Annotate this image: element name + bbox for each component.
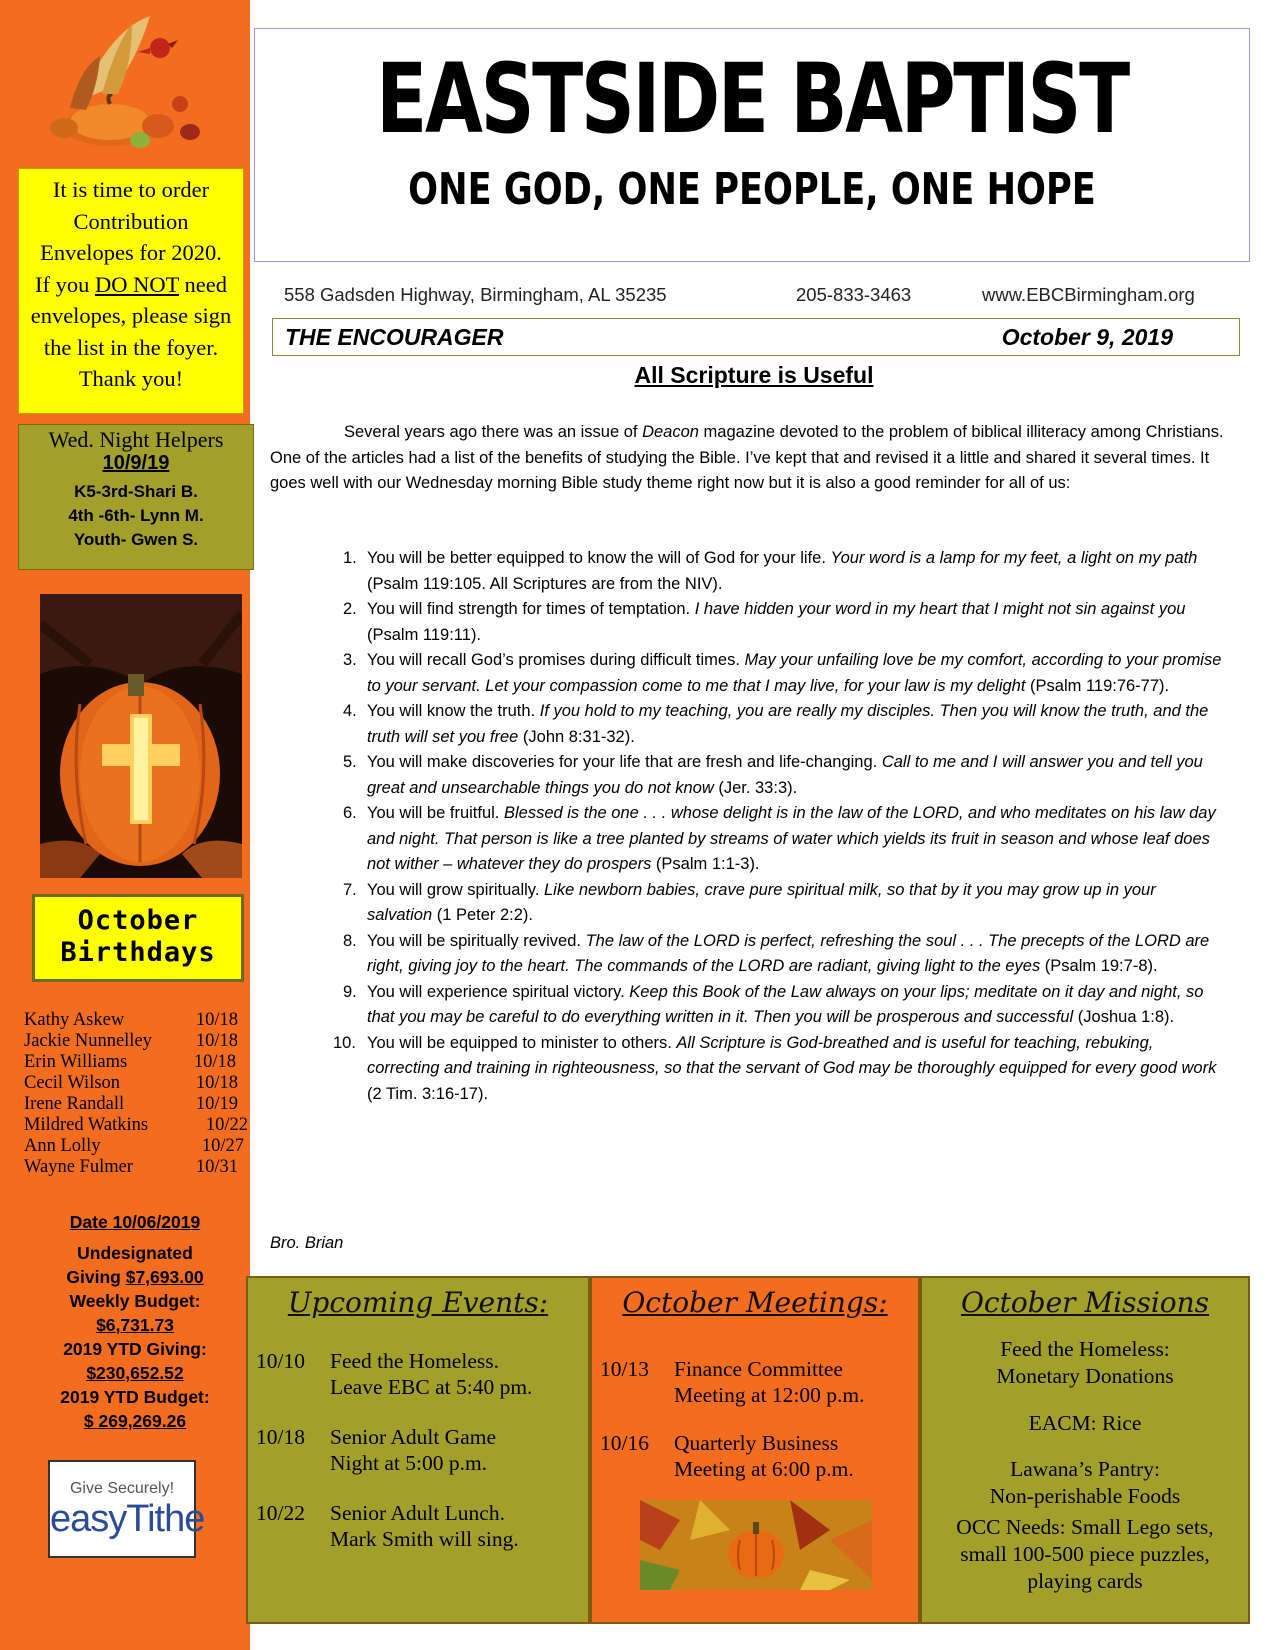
list-item (333, 1031, 1223, 1108)
phone: 205-833-3463 (796, 284, 912, 305)
masthead (254, 28, 1250, 262)
list-item (343, 801, 1223, 878)
event-date: 10/22 (256, 1501, 305, 1525)
birthday-date: 10/27 (201, 1136, 244, 1156)
meeting-date: 10/13 (600, 1357, 649, 1381)
giving-value: $7,693.00 (125, 1267, 204, 1287)
undesignated-label: Undesignated (77, 1243, 193, 1263)
birthday-date: 10/31 (195, 1157, 238, 1177)
finance-date: Date 10/06/2019 (69, 1212, 201, 1232)
list-item (922, 1336, 1248, 1390)
article-title: All Scripture is Useful (634, 362, 874, 388)
list-item (24, 1094, 248, 1115)
meeting-line: Finance Committee (674, 1357, 843, 1381)
birthday-date: 10/19 (195, 1094, 238, 1114)
notice-line: If you (34, 271, 95, 297)
list-item (922, 1410, 1248, 1437)
list-item (24, 1073, 248, 1094)
benefit-verse: I have hidden your word in my heart that I might not sin against you (694, 600, 1186, 618)
meeting-line: Quarterly Business (674, 1431, 839, 1455)
helpers-title: Wed. Night Helpers (48, 427, 224, 452)
birthday-name: Ann Lolly (24, 1136, 101, 1156)
list-item (24, 1052, 248, 1073)
newsletter-name: THE ENCOURAGER (285, 324, 504, 350)
benefit-verse: Your word is a lamp for my feet, a light on my path (830, 549, 1198, 567)
list-item (343, 546, 1223, 597)
event-line: Leave EBC at 5:40 pm. (330, 1375, 533, 1399)
list-item (24, 1157, 248, 1178)
benefit-text: You will be equipped to minister to others. (367, 1033, 677, 1052)
birthday-date: 10/18 (195, 1031, 238, 1051)
item-number: 6. (343, 804, 357, 822)
birthday-name: Mildred Watkins (24, 1115, 149, 1135)
ytd-giving-value: $230,652.52 (86, 1363, 184, 1383)
panel-title: October Meetings: (622, 1286, 888, 1319)
list-item (343, 699, 1223, 750)
mission-line: Monetary Donations (996, 1364, 1174, 1388)
item-number: 8. (343, 931, 357, 950)
giving-report (20, 1210, 250, 1433)
upcoming-events-panel (246, 1276, 590, 1624)
meeting-line: Meeting at 12:00 p.m. (674, 1383, 865, 1407)
notice-line: Contribution (73, 208, 189, 234)
panel-title: October Missions (960, 1286, 1210, 1319)
address: 558 Gadsden Highway, Birmingham, AL 35235 (284, 284, 667, 305)
item-number: 4. (343, 702, 357, 720)
notice-line: need (178, 271, 228, 297)
helper-line: Youth- Gwen S. (73, 530, 199, 549)
panel-title: Upcoming Events: (287, 1286, 549, 1319)
article-signoff: Bro. Brian (270, 1234, 344, 1252)
benefit-verse: If you hold to my teaching, you are really my disciples. Then you will know the truth, and the truth will set you free (367, 702, 1209, 746)
event-date: 10/10 (256, 1349, 305, 1373)
benefit-text: You will be spiritually revived. (367, 931, 586, 950)
intro-text: magazine devoted to the problem of biblical illiteracy among Christians. One of the articles had a list of the benefits of studying the Bible. I’ve kept that and revised it a little and shared it several times. It goes well with our Wednesday morning Bible study theme right now but it is also a good reminder for all of us: (270, 423, 1224, 492)
event-date: 10/18 (256, 1425, 305, 1449)
notice-line: It is time to order (52, 177, 210, 202)
church-tagline: ONE GOD, ONE PEOPLE, ONE HOPE (408, 164, 1096, 215)
list-item (343, 929, 1223, 980)
list-item (922, 1514, 1248, 1595)
list-item (24, 1136, 248, 1157)
october-birthdays-heading (32, 894, 244, 982)
list-item (24, 1031, 248, 1052)
item-number: 1. (343, 549, 357, 567)
benefit-text: You will be better equipped to know the will of God for your life. (367, 549, 831, 567)
benefit-verse: The law of the LORD is perfect, refreshing the soul . . . The precepts of the LORD are right, giving joy to the heart. The commands of the LORD are radiant, giving light to the eyes (367, 931, 1210, 975)
list-item (24, 1010, 248, 1031)
newsletter-date: October 9, 2019 (1001, 324, 1173, 350)
website-link[interactable]: www.EBCBirmingham.org (982, 284, 1195, 305)
birthday-date: 10/18 (195, 1010, 238, 1030)
item-number: 9. (343, 982, 357, 1001)
benefit-verse: Keep this Book of the Law always on your lips; meditate on it day and night, so that you may be careful to do everything written in it. Then you will be prosperous and successful (367, 982, 1204, 1026)
mission-line: Non-perishable Foods (989, 1484, 1181, 1508)
carved-pumpkin-photo (40, 594, 242, 878)
birthday-name: Cecil Wilson (24, 1073, 121, 1093)
item-number: 7. (343, 880, 357, 899)
event-line: Night at 5:00 p.m. (330, 1451, 488, 1475)
benefit-ref: (Jer. 33:3). (713, 778, 798, 797)
helper-line: K5-3rd-Shari B. (74, 482, 198, 501)
ytd-budget-value: $ 269,269.26 (83, 1411, 187, 1431)
event-line: Feed the Homeless. (330, 1349, 499, 1373)
birthday-name: Wayne Fulmer (24, 1157, 133, 1177)
birthday-name: Erin Williams (24, 1052, 128, 1072)
ytd-budget-label: 2019 YTD Budget: (60, 1387, 210, 1407)
notice-line: Envelopes for 2020. (40, 240, 222, 265)
item-number: 10. (333, 1033, 356, 1052)
benefit-verse: Like newborn babies, crave pure spiritual milk, so that by it you may grow up in your salvation (367, 880, 1156, 924)
giving-label: Giving (66, 1267, 126, 1287)
birthday-name: Kathy Askew (24, 1010, 125, 1030)
benefit-ref: (Joshua 1:8). (1073, 1008, 1175, 1026)
easytithe-logo[interactable] (48, 1460, 205, 1558)
benefit-verse: May your unfailing love be my comfort, according to your promise to your servant. Let your compassion come to me that I may live, for your law is my delight (367, 651, 1222, 695)
mission-line: playing cards (1027, 1569, 1143, 1593)
list-item (922, 1456, 1248, 1510)
benefit-text: You will experience spiritual victory. (367, 982, 630, 1001)
birthdays-title-line: October (77, 905, 199, 936)
mission-line: OCC Needs: Small Lego sets, (956, 1515, 1214, 1539)
benefit-verse: All Scripture is God-breathed and is useful for teaching, rebuking, correcting and training in righteousness, so that the servant of God may be thoroughly equipped for every good work (367, 1033, 1217, 1077)
mission-line: EACM: Rice (1028, 1411, 1142, 1435)
list-item (343, 750, 1223, 801)
benefit-text: You will find strength for times of temptation. (367, 600, 695, 618)
birthday-name: Jackie Nunnelley (24, 1031, 152, 1051)
benefit-text: You will be fruitful. (367, 804, 504, 822)
benefit-text: You will recall God’s promises during difficult times. (367, 651, 745, 669)
helpers-date: 10/9/19 (102, 452, 170, 474)
meeting-date: 10/16 (600, 1431, 649, 1455)
autumn-leaves-pumpkin-image (640, 1500, 872, 1590)
intro-italic: Deacon (642, 423, 699, 441)
benefit-ref: (John 8:31-32). (518, 727, 635, 746)
notice-emphasis: DO NOT (94, 271, 179, 297)
mission-line: Feed the Homeless: (1000, 1337, 1170, 1361)
easytithe-wordmark: easyTithe (50, 1498, 205, 1540)
benefit-ref: (2 Tim. 3:16-17). (367, 1084, 489, 1103)
item-number: 5. (343, 753, 357, 771)
event-line: Senior Adult Lunch. (330, 1501, 505, 1525)
benefit-text: You will know the truth. (367, 702, 540, 720)
mission-line: small 100-500 piece puzzles, (960, 1542, 1210, 1566)
event-line: Senior Adult Game (330, 1425, 497, 1449)
benefit-text: You will grow spiritually. (367, 880, 544, 899)
benefit-text: You will make discoveries for your life that are fresh and life-changing. (367, 753, 882, 771)
benefit-ref: (Psalm 1:1-3). (651, 855, 760, 873)
harvest-cornucopia-illustration (40, 4, 210, 152)
church-name: EASTSIDE BAPTIST (376, 43, 1128, 155)
wed-night-helpers-box (18, 424, 254, 570)
benefit-verse: Call to me and I will answer you and tell you great and unsearchable things you do not know (367, 753, 1203, 797)
benefit-ref: (Psalm 119:11). (367, 625, 482, 644)
item-number: 2. (343, 600, 357, 618)
helper-line: 4th -6th- Lynn M. (68, 506, 204, 525)
birthday-date: 10/22 (205, 1115, 248, 1135)
benefit-ref: (Psalm 119:76-77). (1025, 676, 1170, 695)
benefit-ref: (Psalm 19:7-8). (1040, 957, 1158, 975)
item-number: 3. (343, 651, 357, 669)
notice-line: the list in the foyer. (43, 334, 219, 360)
envelope-order-notice (18, 168, 244, 414)
list-item (343, 980, 1223, 1031)
intro-text: Several years ago there was an issue of (344, 423, 643, 441)
list-item (343, 648, 1223, 699)
birthday-name: Irene Randall (24, 1094, 125, 1114)
list-item (24, 1115, 248, 1136)
ytd-giving-label: 2019 YTD Giving: (63, 1339, 207, 1359)
benefit-ref: (1 Peter 2:2). (432, 906, 534, 924)
birthday-date: 10/18 (193, 1052, 236, 1072)
meeting-line: Meeting at 6:00 p.m. (674, 1457, 854, 1481)
notice-line: envelopes, please sign (30, 303, 232, 328)
list-item (343, 597, 1223, 648)
mission-line: Lawana’s Pantry: (1010, 1457, 1160, 1481)
event-line: Mark Smith will sing. (330, 1527, 519, 1551)
birthday-date: 10/18 (195, 1073, 238, 1093)
newsletter-bar (272, 318, 1240, 356)
weekly-budget-value: $6,731.73 (96, 1315, 174, 1335)
list-item (343, 878, 1223, 929)
notice-line: Thank you! (78, 366, 184, 391)
easytithe-tagline: Give Securely! (69, 1480, 175, 1497)
birthdays-title-line: Birthdays (60, 937, 216, 968)
october-missions-panel (920, 1276, 1250, 1624)
benefit-ref: (Psalm 119:105. All Scriptures are from the NIV). (367, 574, 723, 593)
benefits-list (333, 546, 1223, 1107)
weekly-budget-label: Weekly Budget: (69, 1291, 201, 1311)
benefit-verse: Blessed is the one . . . whose delight is in the law of the LORD, and who meditates on his law day and night. That person is like a tree planted by streams of water which yields its fruit in season and whose leaf does not wither – whatever they do prospers (367, 804, 1216, 873)
article-intro (270, 420, 1245, 497)
